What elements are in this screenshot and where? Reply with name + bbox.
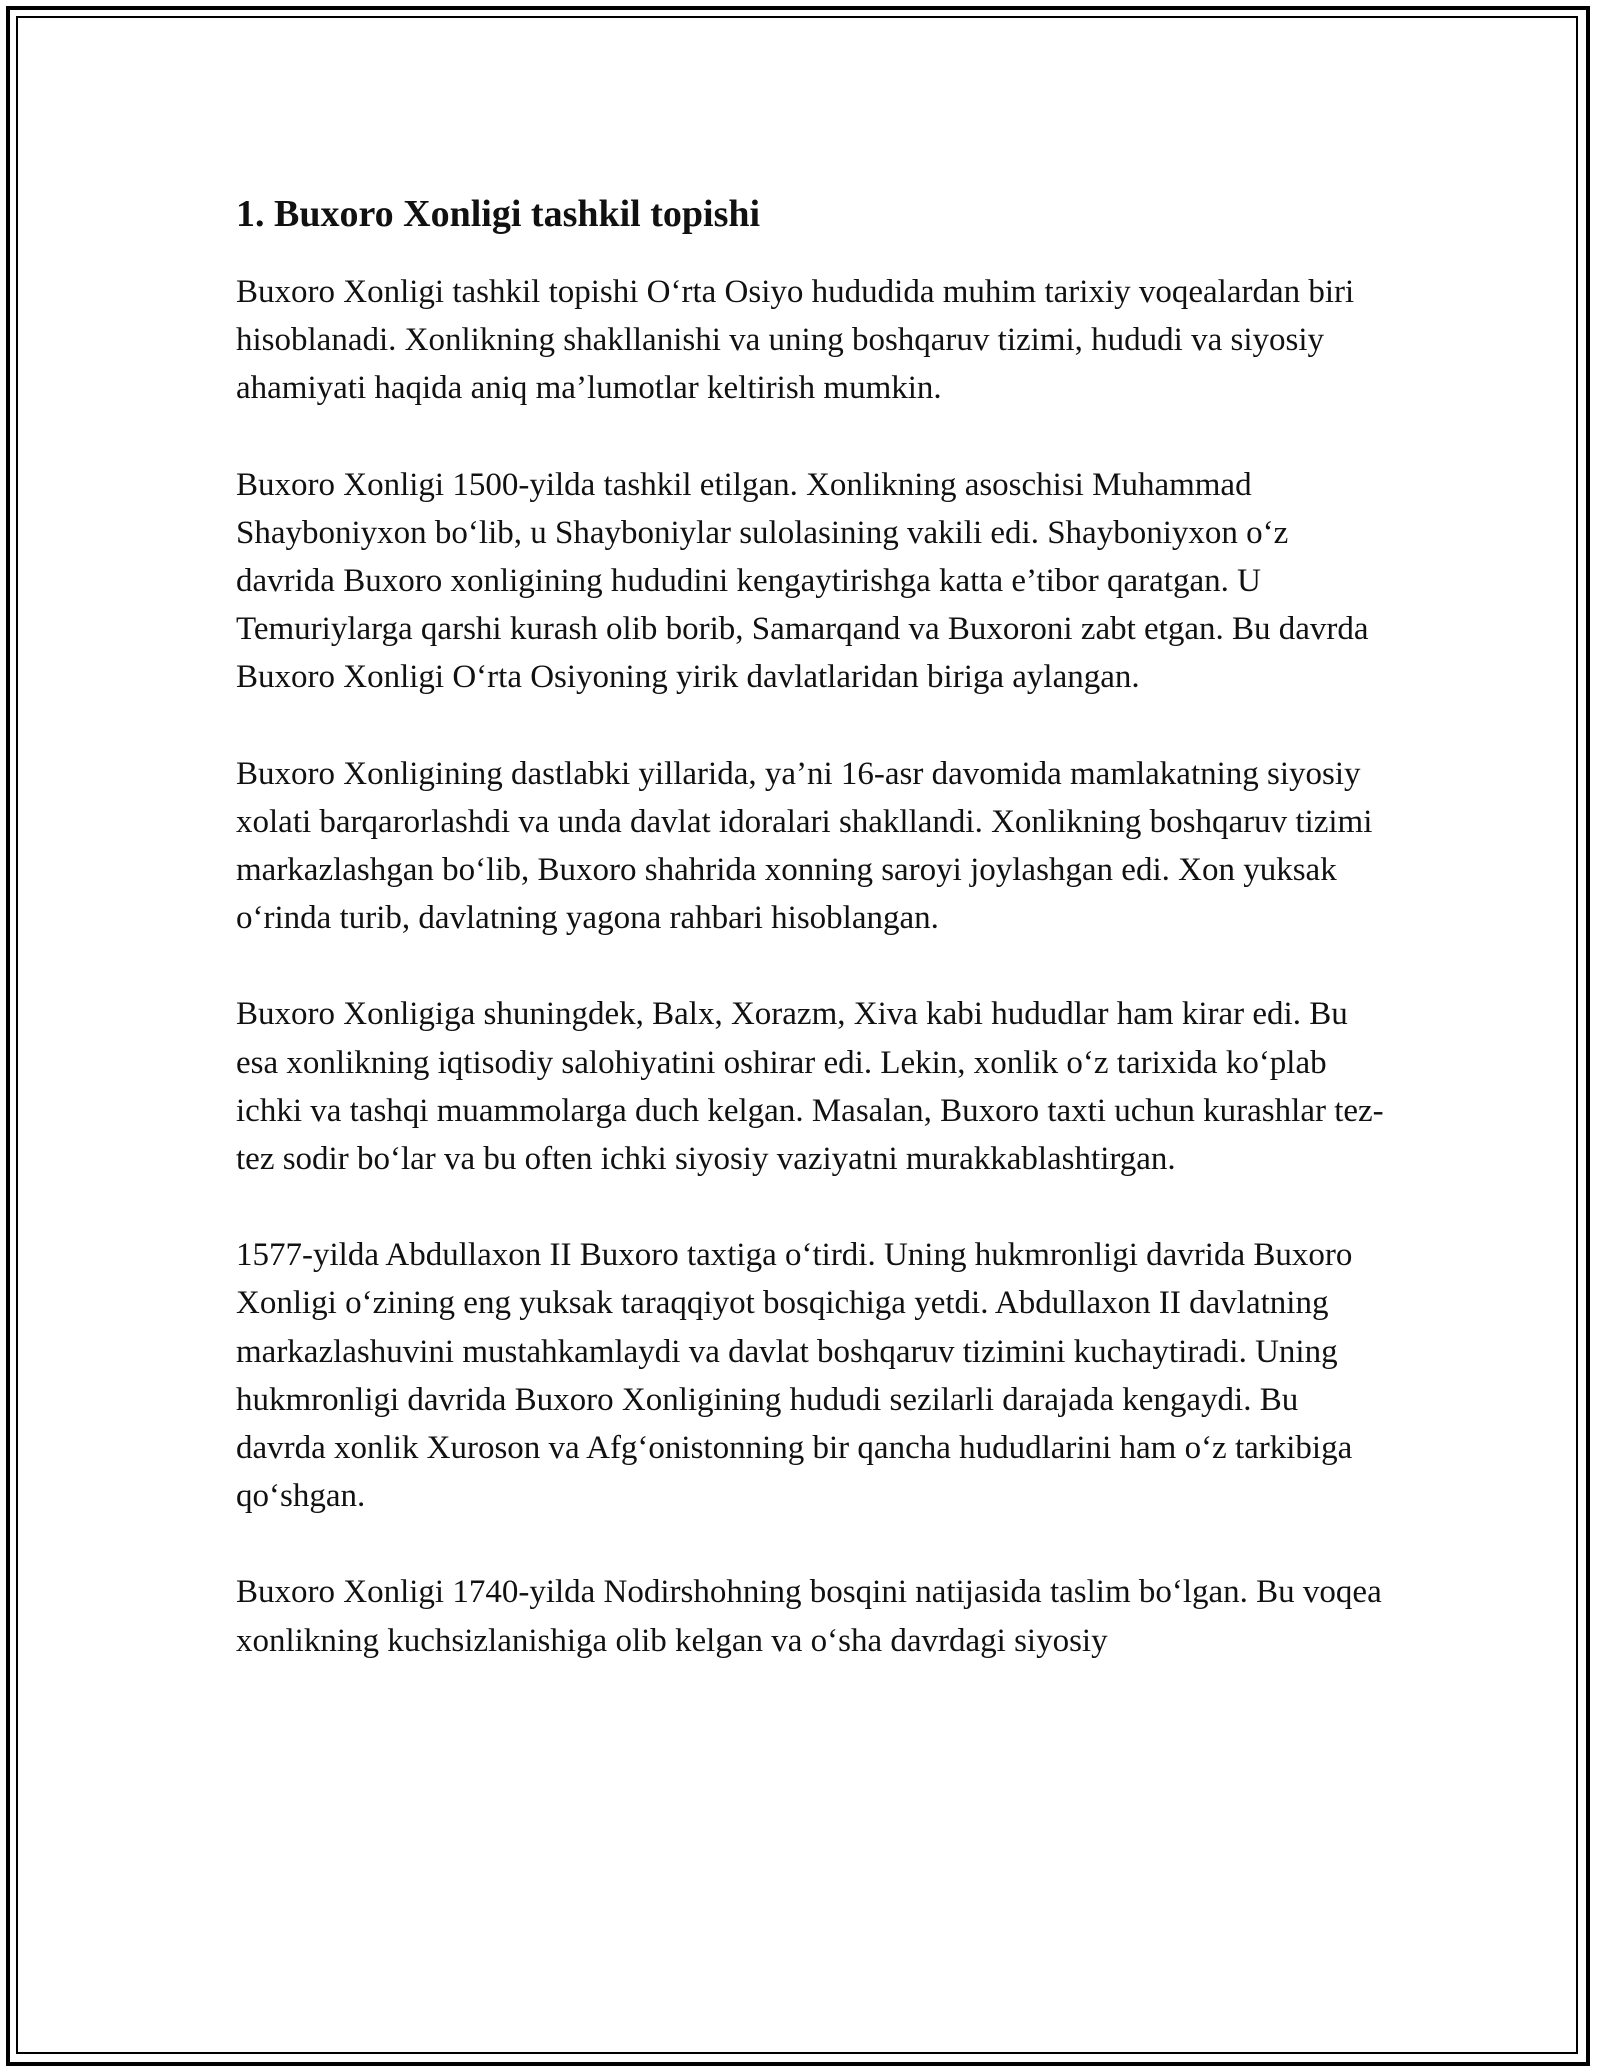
paragraph-4: Buxoro Xonligiga shuningdek, Balx, Xorazm, Xiva kabi hududlar ham kirar edi. Bu esa xonlikning iqtisodiy salohiyatini oshirar edi. Lekin, xonlik o‘z tarixida ko‘plab ichki va tashqi muammolarga duch kelgan. Masalan, Buxoro taxti uchun kurashlar tez-tez sodir bo‘lar va bu often ichki siyosiy vaziyatni murakkablashtirgan.	[236, 996, 1384, 1178]
paragraph-1: Buxoro Xonligi tashkil topishi O‘rta Osiyo hududida muhim tarixiy voqealardan biri hisoblanadi. Xonlikning shakllanishi va uning boshqaruv tizimi, hududi va siyosiy ahamiyati haqida aniq ma’lumotlar keltirish mumkin.	[236, 274, 1355, 407]
paragraph-6: Buxoro Xonligi 1740-yilda Nodirshohning bosqini natijasida taslim bo‘lgan. Bu voqea xonlikning kuchsizlanishiga olib kelgan va o‘sha davrdagi siyosiy	[236, 1574, 1382, 1659]
paragraph-2: Buxoro Xonligi 1500-yilda tashkil etilgan. Xonlikning asoschisi Muhammad Shayboniyxon bo‘lib, u Shayboniylar sulolasining vakili edi. Shayboniyxon o‘z davrida Buxoro xonligining hududini kengaytirishga katta e’tibor qaratgan. U Temuriylarga qarshi kurash olib borib, Samarqand va Buxoroni zabt etgan. Bu davrda Buxoro Xonligi O‘rta Osiyoning yirik davlatlaridan biriga aylangan.	[236, 466, 1369, 696]
section-heading: 1. Buxoro Xonligi tashkil topishi	[236, 193, 761, 235]
paragraph-5: 1577-yilda Abdullaxon II Buxoro taxtiga o‘tirdi. Uning hukmronligi davrida Buxoro Xonligi o‘zining eng yuksak taraqqiyot bosqichiga yetdi. Abdullaxon II davlatning markazlashuvini mustahkamlaydi va davlat boshqaruv tizimini kuchaytiradi. Uning hukmronligi davrida Buxoro Xonligining hududi sezilarli darajada kengaydi. Bu davrda xonlik Xuroson va Afg‘onistonning bir qancha hududlarini ham o‘z tarkibiga qo‘shgan.	[236, 1237, 1353, 1515]
document-body	[236, 188, 1386, 1713]
paragraph-3: Buxoro Xonligining dastlabki yillarida, ya’ni 16-asr davomida mamlakatning siyosiy xolati barqarorlashdi va unda davlat idoralari shakllandi. Xonlikning boshqaruv tizimi markazlashgan bo‘lib, Buxoro shahrida xonning saroyi joylashgan edi. Xon yuksak o‘rinda turib, davlatning yagona rahbari hisoblangan.	[236, 755, 1373, 937]
